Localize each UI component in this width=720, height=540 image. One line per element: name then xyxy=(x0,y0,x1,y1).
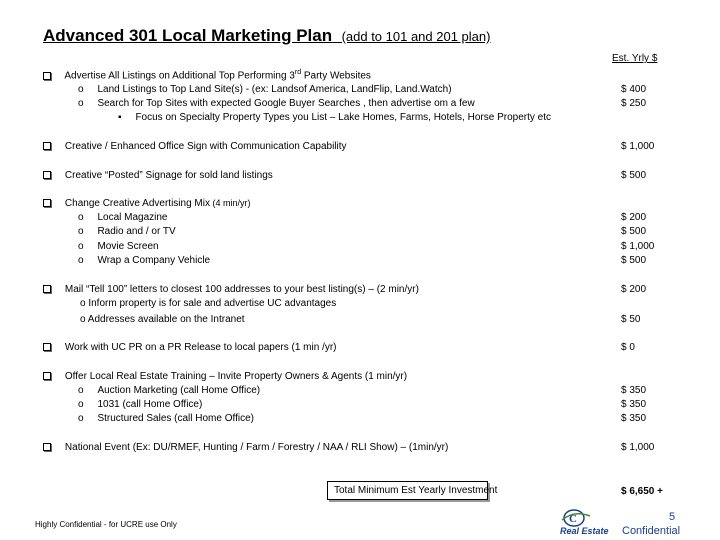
sec4-item: Movie Screen xyxy=(97,241,159,252)
section-advertising-mix xyxy=(43,198,250,209)
logo-text: Real Estate xyxy=(560,526,609,536)
amount: $ 200 xyxy=(621,212,647,223)
checkbox-bullet-icon xyxy=(43,142,51,150)
amount: $ 400 xyxy=(621,84,647,95)
section-office-sign xyxy=(43,141,347,152)
page-title xyxy=(43,26,490,46)
checkbox-bullet-icon xyxy=(43,171,51,179)
amount: $ 50 xyxy=(621,314,641,325)
section-training xyxy=(43,371,407,382)
sec1-sup: rd xyxy=(294,69,302,76)
list-item: o Wrap a Company Vehicle xyxy=(78,255,211,266)
list-item: o Structured Sales (call Home Office) xyxy=(78,413,254,424)
amount: $ 500 xyxy=(621,170,647,181)
amount: $ 350 xyxy=(621,385,647,396)
sec4-suffix: (4 min/yr) xyxy=(209,198,251,208)
uc-realty-logo-icon xyxy=(560,508,616,538)
sec8-text: National Event (Ex: DU/RMEF, Hunting / Farm / Forestry / NAA / RLI Show) – (1min/yr) xyxy=(64,442,449,453)
confidential-label: Confidential xyxy=(622,525,681,537)
sec4-item: Local Magazine xyxy=(97,212,168,223)
list-item: o Movie Screen xyxy=(78,241,159,252)
total-amount: $ 6,650 + xyxy=(621,486,663,497)
sec4-item: Wrap a Company Vehicle xyxy=(97,255,211,266)
footer-confidential-note: Highly Confidential - for UCRE use Only xyxy=(35,520,177,529)
sec7-item: Structured Sales (call Home Office) xyxy=(97,413,254,424)
sec5-item: o Addresses available on the Intranet xyxy=(80,314,245,325)
sec1-item1: Land Listings to Top Land Site(s) - (ex: Landsof America, LandFlip, Land.Watch) xyxy=(97,84,452,95)
list-item: o 1031 (call Home Office) xyxy=(78,399,203,410)
sec5-item: o Inform property is for sale and advertise UC advantages xyxy=(80,298,337,309)
amount: $ 350 xyxy=(621,399,647,410)
sec1-item: o Land Listings to Top Land Site(s) - (ex: Landsof America, LandFlip, Land.Watch) xyxy=(78,84,452,95)
amount: $ 250 xyxy=(621,98,647,109)
sec2-text: Creative / Enhanced Office Sign with Communication Capability xyxy=(64,141,347,152)
page-number: 5 xyxy=(669,511,676,523)
logo-mark-icon xyxy=(560,508,616,528)
checkbox-bullet-icon xyxy=(43,443,51,451)
est-yearly-header: Est. Yrly $ xyxy=(612,53,658,64)
amount: $ 200 xyxy=(621,284,647,295)
sec7-item: Auction Marketing (call Home Office) xyxy=(97,385,261,396)
checkbox-bullet-icon xyxy=(43,72,51,80)
section-posted-signage xyxy=(43,170,273,181)
section-websites xyxy=(43,69,371,81)
sec3-text: Creative “Posted” Signage for sold land listings xyxy=(64,170,273,181)
list-item: o Local Magazine xyxy=(78,212,168,223)
section-pr-release xyxy=(43,342,336,353)
list-item: o Auction Marketing (call Home Office) xyxy=(78,385,261,396)
checkbox-bullet-icon xyxy=(43,285,51,293)
title-main: Advanced 301 Local Marketing Plan xyxy=(43,26,333,45)
list-item: o Radio and / or TV xyxy=(78,226,176,237)
checkbox-bullet-icon xyxy=(43,343,51,351)
amount: $ 500 xyxy=(621,255,647,266)
sec1-item2: Search for Top Sites with expected Google Buyer Searches , then advertise om a few xyxy=(97,98,475,109)
svg-text:C: C xyxy=(569,513,577,525)
amount: $ 0 xyxy=(621,342,635,353)
sec1-text: Advertise All Listings on Additional Top Performing 3 xyxy=(64,70,295,82)
amount: $ 1,000 xyxy=(621,141,655,152)
sec1-item: o Search for Top Sites with expected Google Buyer Searches , then advertise om a few xyxy=(78,98,475,109)
sec4-text: Change Creative Advertising Mix xyxy=(64,198,210,209)
amount: $ 500 xyxy=(621,226,647,237)
checkbox-bullet-icon xyxy=(43,372,51,380)
amount: $ 1,000 xyxy=(621,442,655,453)
section-tell-100 xyxy=(43,284,419,295)
checkbox-bullet-icon xyxy=(43,199,51,207)
amount: $ 350 xyxy=(621,413,647,424)
sec1-post: Party Websites xyxy=(301,70,371,82)
sec7-text: Offer Local Real Estate Training – Invite Property Owners & Agents (1 min/yr) xyxy=(64,371,408,382)
section-national-event xyxy=(43,442,448,453)
amount: $ 1,000 xyxy=(621,241,655,252)
sec7-item: 1031 (call Home Office) xyxy=(97,399,203,410)
sec1-subitem: ▪ Focus on Specialty Property Types you List – Lake Homes, Farms, Hotels, Horse Property etc xyxy=(118,112,551,123)
sec5-text: Mail “Tell 100” letters to closest 100 addresses to your best listing(s) – (2 min/yr) xyxy=(64,284,419,295)
sec1-item3: Focus on Specialty Property Types you List – Lake Homes, Farms, Hotels, Horse Property etc xyxy=(135,112,551,123)
sec4-item: Radio and / or TV xyxy=(97,226,176,237)
sec6-text: Work with UC PR on a PR Release to local papers (1 min /yr) xyxy=(64,342,337,353)
total-label-box: Total Minimum Est Yearly Investment xyxy=(327,481,488,500)
title-sub: (add to 101 and 201 plan) xyxy=(341,29,491,44)
